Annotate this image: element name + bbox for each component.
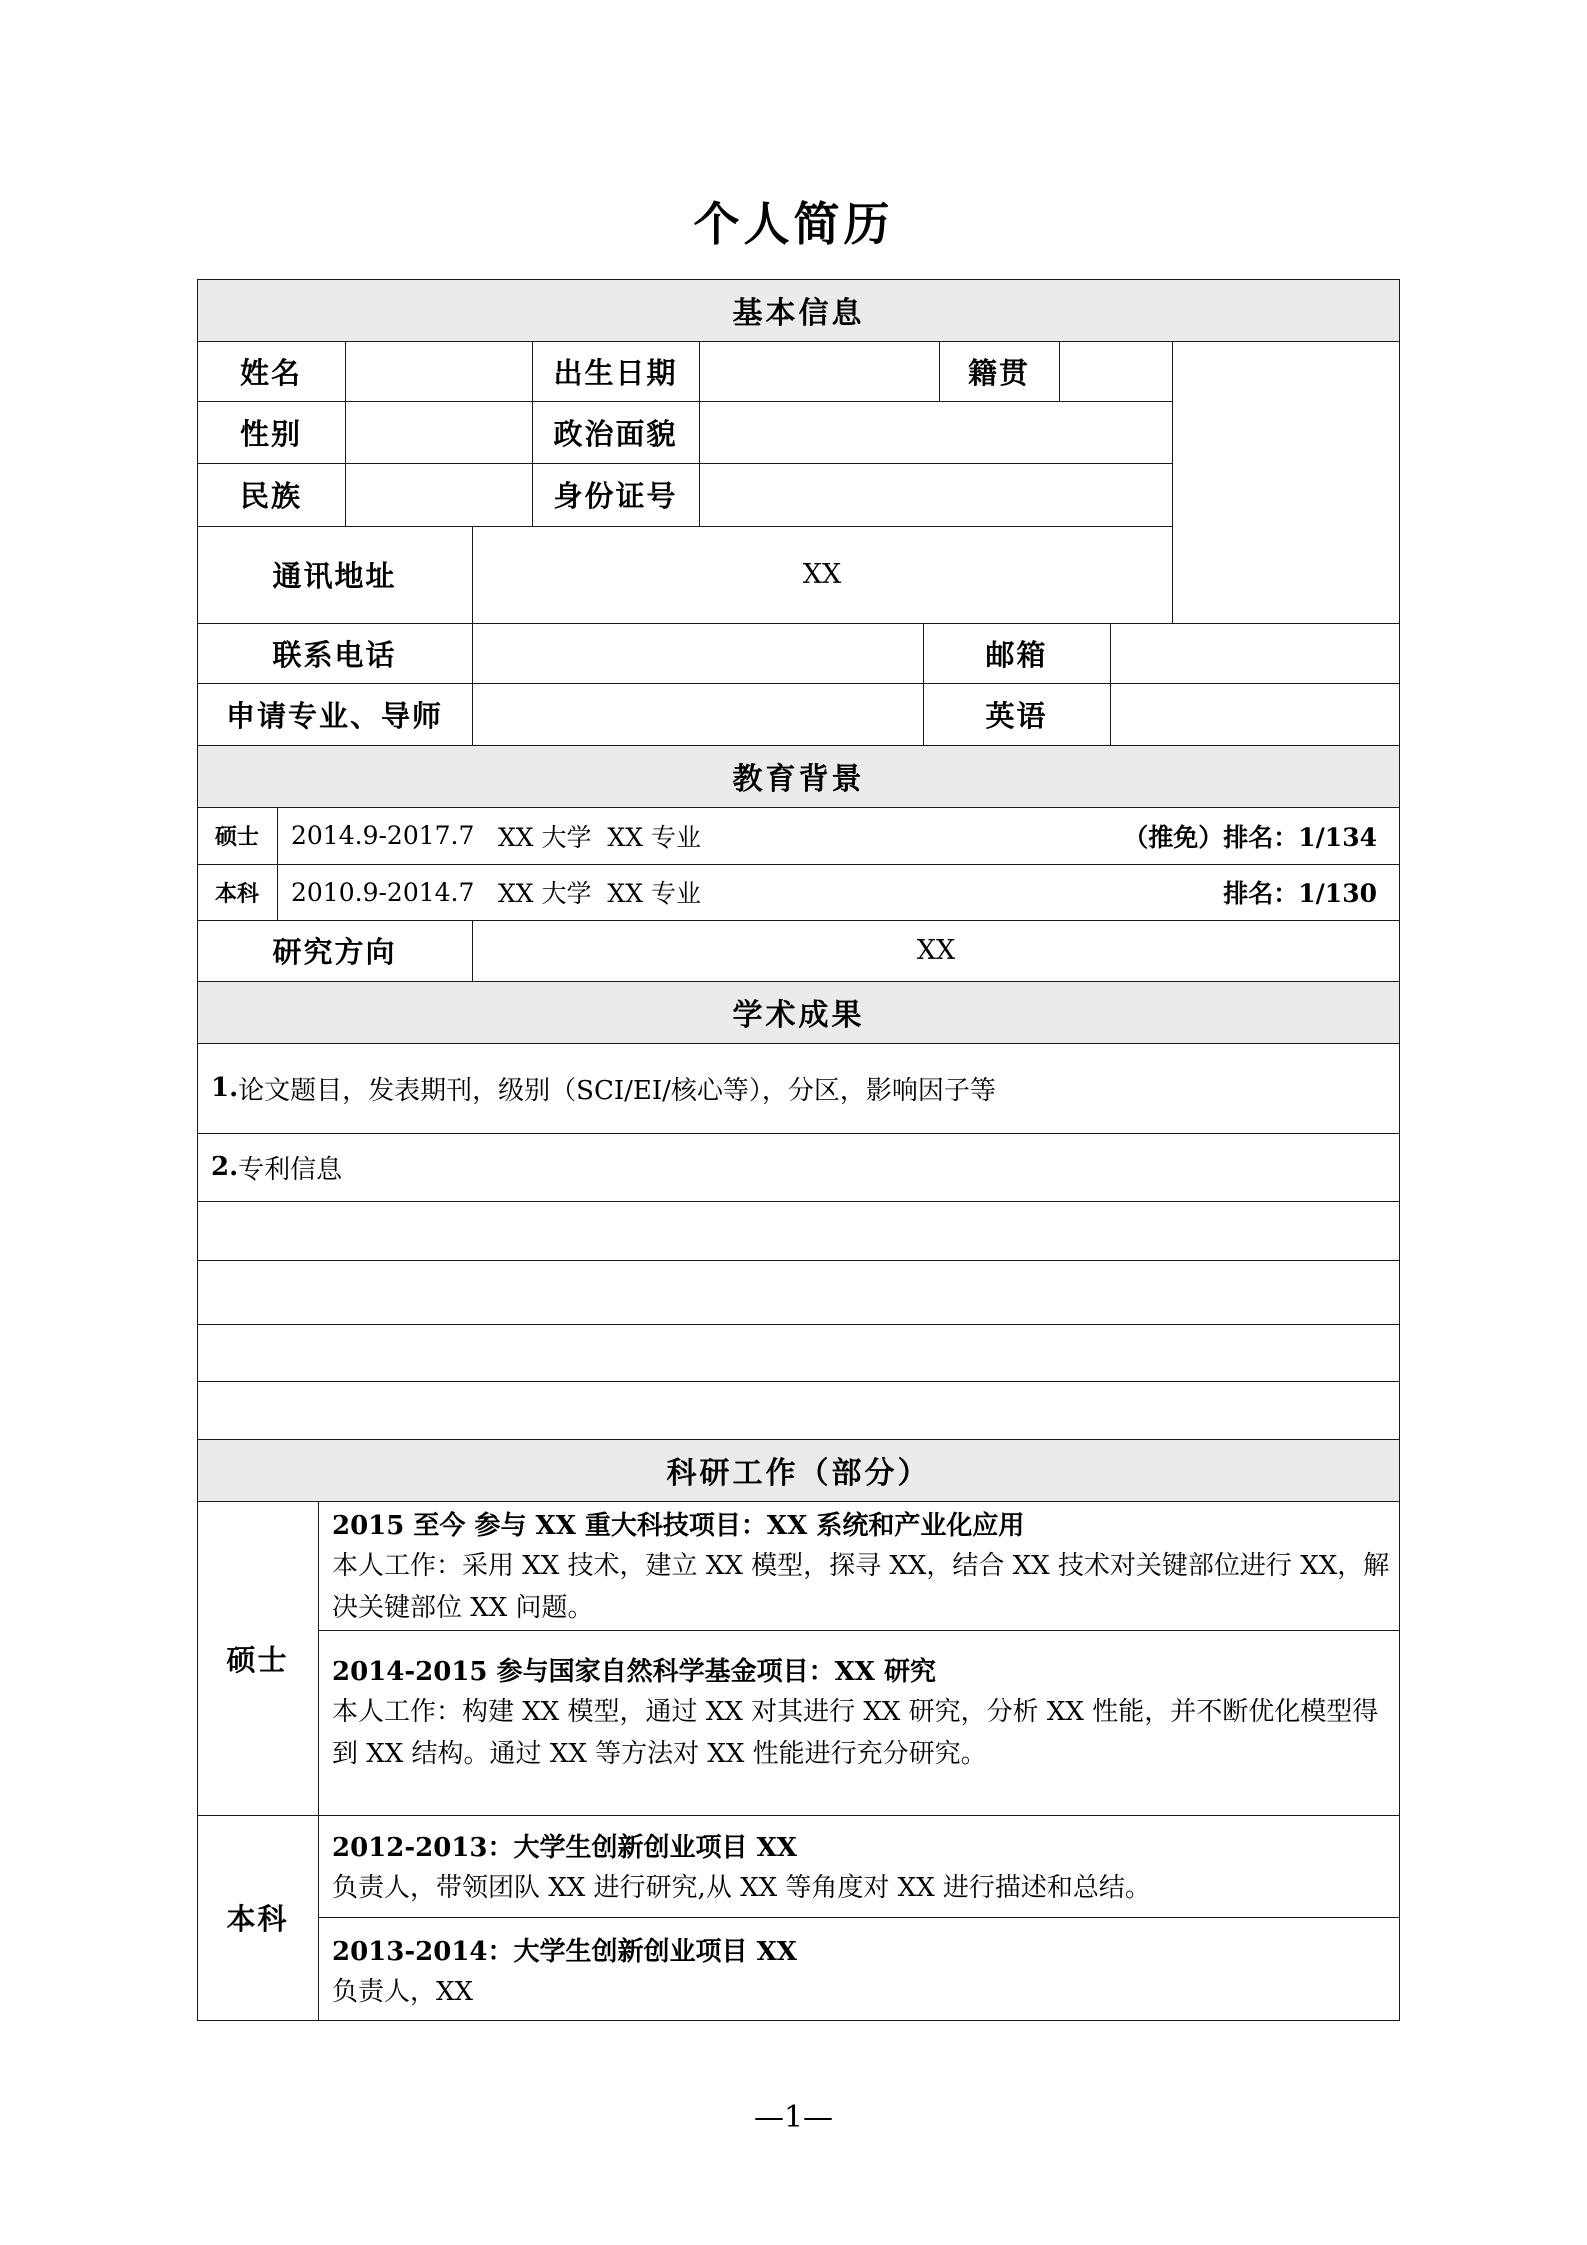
name-label: 姓名 xyxy=(239,355,302,390)
phone-value[interactable] xyxy=(472,623,923,683)
achievement-text: 专利信息 xyxy=(238,1154,343,1185)
major-advisor-value[interactable] xyxy=(472,683,923,745)
gender-value[interactable] xyxy=(345,401,532,463)
id-number-value[interactable] xyxy=(699,463,1172,526)
education-degree-bachelor: 本科 xyxy=(214,880,259,907)
research-group-bachelor-label: 本科 xyxy=(226,1902,289,1936)
page-number: —1— xyxy=(753,2100,834,2135)
blank-row[interactable] xyxy=(197,1324,1400,1381)
ethnicity-value[interactable] xyxy=(345,463,532,526)
research-work-header: 科研工作（部分） xyxy=(666,1456,931,1491)
birth-date-label: 出生日期 xyxy=(553,355,678,390)
major-advisor-label: 申请专业、导师 xyxy=(225,698,443,733)
resume-table xyxy=(197,279,1400,2020)
project-title: 2012-2013：大学生创新创业项目 XX xyxy=(332,1833,797,1863)
native-place-value[interactable] xyxy=(1059,341,1172,401)
birth-date-value[interactable] xyxy=(699,341,939,401)
education-degree-masters: 硕士 xyxy=(214,824,259,850)
research-project xyxy=(318,1917,1400,2020)
english-value[interactable] xyxy=(1110,683,1400,745)
english-label: 英语 xyxy=(985,698,1048,733)
education-rank: （推免）排名：1/134 xyxy=(1123,822,1377,852)
achievement-number: 2. xyxy=(211,1152,239,1182)
ethnicity-label: 民族 xyxy=(239,479,302,513)
achievement-item[interactable] xyxy=(211,1133,1391,1201)
photo-box[interactable] xyxy=(1172,341,1400,623)
academic-header: 学术成果 xyxy=(732,998,865,1033)
blank-row[interactable] xyxy=(197,1381,1400,1439)
research-project xyxy=(318,1815,1400,1917)
education-header: 教育背景 xyxy=(732,762,865,797)
project-description: 本人工作：采用 XX 技术，建立 XX 模型，探寻 XX，结合 XX 技术对关键部位进行 XX，解决关键部位 XX 问题。 xyxy=(332,1551,1390,1623)
political-status-value[interactable] xyxy=(699,401,1172,463)
achievement-text: 论文题目，发表期刊，级别（SCI/EI/核心等），分区，影响因子等 xyxy=(238,1075,996,1106)
address-value[interactable]: XX xyxy=(802,559,842,590)
education-period: 2014.9-2017.7 xyxy=(291,821,475,850)
research-group-masters-label: 硕士 xyxy=(226,1642,289,1677)
achievement-item[interactable] xyxy=(211,1043,1391,1133)
political-status-label: 政治面貌 xyxy=(553,416,678,451)
achievement-number: 1. xyxy=(211,1073,239,1103)
id-number-label: 身份证号 xyxy=(553,479,678,513)
project-title: 2014-2015 参与国家自然科学基金项目：XX 研究 xyxy=(332,1657,936,1687)
email-value[interactable] xyxy=(1110,623,1400,683)
project-description: 负责人，XX xyxy=(332,1977,474,2007)
blank-row[interactable] xyxy=(197,1201,1400,1260)
project-description: 本人工作：构建 XX 模型，通过 XX 对其进行 XX 研究，分析 XX 性能，并不断优化模型得到 XX 结构。通过 XX 等方法对 XX 性能进行充分研究。 xyxy=(332,1697,1379,1769)
email-label: 邮箱 xyxy=(985,637,1048,672)
native-place-label: 籍贯 xyxy=(967,355,1030,390)
research-direction-value[interactable]: XX xyxy=(916,935,956,966)
basic-info-header: 基本信息 xyxy=(732,296,865,331)
education-school: XX 大学 XX 专业 xyxy=(498,879,701,908)
name-value[interactable] xyxy=(345,341,532,401)
blank-row[interactable] xyxy=(197,1260,1400,1324)
education-school: XX 大学 XX 专业 xyxy=(498,822,701,852)
page-title: 个人简历 xyxy=(693,197,894,251)
gender-label: 性别 xyxy=(239,416,302,451)
research-project xyxy=(318,1630,1400,1815)
research-project xyxy=(318,1501,1400,1630)
project-title: 2015 至今 参与 XX 重大科技项目：XX 系统和产业化应用 xyxy=(332,1511,1025,1541)
project-title: 2013-2014：大学生创新创业项目 XX xyxy=(332,1937,797,1967)
research-direction-label: 研究方向 xyxy=(272,935,397,969)
education-period: 2010.9-2014.7 xyxy=(291,877,475,907)
address-label: 通讯地址 xyxy=(272,559,397,593)
project-description: 负责人，带领团队 XX 进行研究,从 XX 等角度对 XX 进行描述和总结。 xyxy=(332,1873,1151,1903)
phone-label: 联系电话 xyxy=(272,637,397,672)
education-rank: 排名：1/130 xyxy=(1223,879,1377,908)
